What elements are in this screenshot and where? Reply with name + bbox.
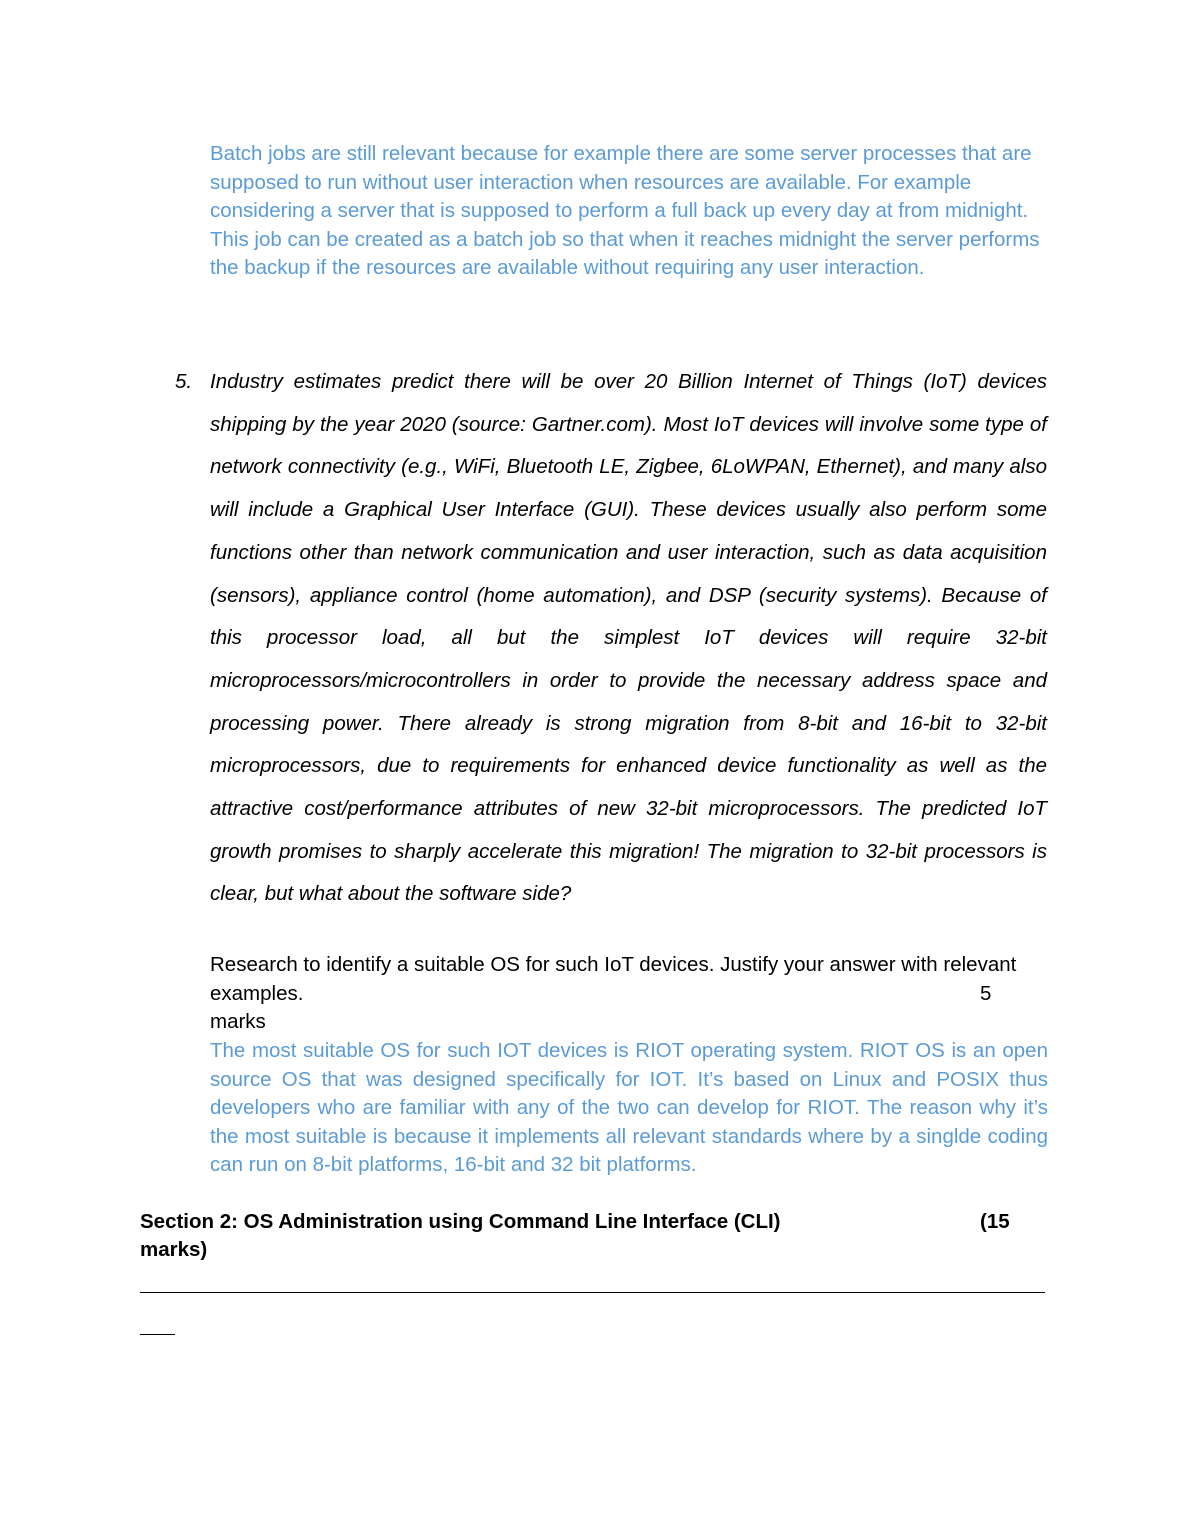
section-2-marks-close: marks) [140, 1238, 208, 1261]
question-4-answer: Batch jobs are still relevant because for example there are some server processes that are supposed to run without user interaction when resources are available. For example considering a server that is supposed to perform a full back up every day at from midnight. This job can be created as a batch job so that when it reaches midnight the server performs the backup if the resources are available without requiring any user interaction. [210, 142, 1040, 280]
question-5-answer: The most suitable OS for such IOT devices is RIOT operating system. RIOT OS is an open source OS that was designed specifically for IOT. It’s based on Linux and POSIX thus developers who are familiar with any of the two can develop for RIOT. The reason why it’s the most suitable is because it implements all relevant standards where by a singlde coding can run on 8-bit platforms, 16-bit and 32 bit platforms. [210, 1039, 1048, 1177]
horizontal-rule-continuation [140, 1334, 175, 1335]
question-5-number: 5. [175, 370, 193, 393]
question-5-marks-word: marks [210, 1010, 266, 1034]
section-2-title: Section 2: OS Administration using Command Line Interface (CLI) [140, 1210, 781, 1233]
question-5-task [210, 951, 1048, 1037]
section-2-marks-open: (15 [980, 1210, 1010, 1233]
question-5-marks-value: 5 [980, 981, 992, 1005]
question-5-prompt: Industry estimates predict there will be over 20 Billion Internet of Things (IoT) devices shipping by the year 2020 (source: Gartner.com). Most IoT devices will involve some type of network connectivity (e.g., WiFi, Bluetooth LE, Zigbee, 6LoWPAN, Ethernet), and many also will include a Graphical User Interface (GUI). These devices usually also perform some functions other than network communication and user interaction, such as data acquisition (sensors), appliance control (home automation), and DSP (security systems). Because of this processor load, all but the simplest IoT devices will require 32-bit microprocessors/microcontrollers in order to provide the necessary address space and processing power. There already is strong migration from 8-bit and 16-bit to 32-bit microprocessors, due to requirements for enhanced device functionality as well as the attractive cost/performance attributes of new 32-bit microprocessors. The predicted IoT growth promises to sharply accelerate this migration! The migration to 32-bit processors is clear, but what about the software side? [210, 370, 1047, 906]
horizontal-rule [140, 1292, 1045, 1293]
section-2-heading [140, 1208, 1040, 1264]
question-5-task-text: Research to identify a suitable OS for such IoT devices. Justify your answer with relevant examples. [210, 953, 1017, 1005]
